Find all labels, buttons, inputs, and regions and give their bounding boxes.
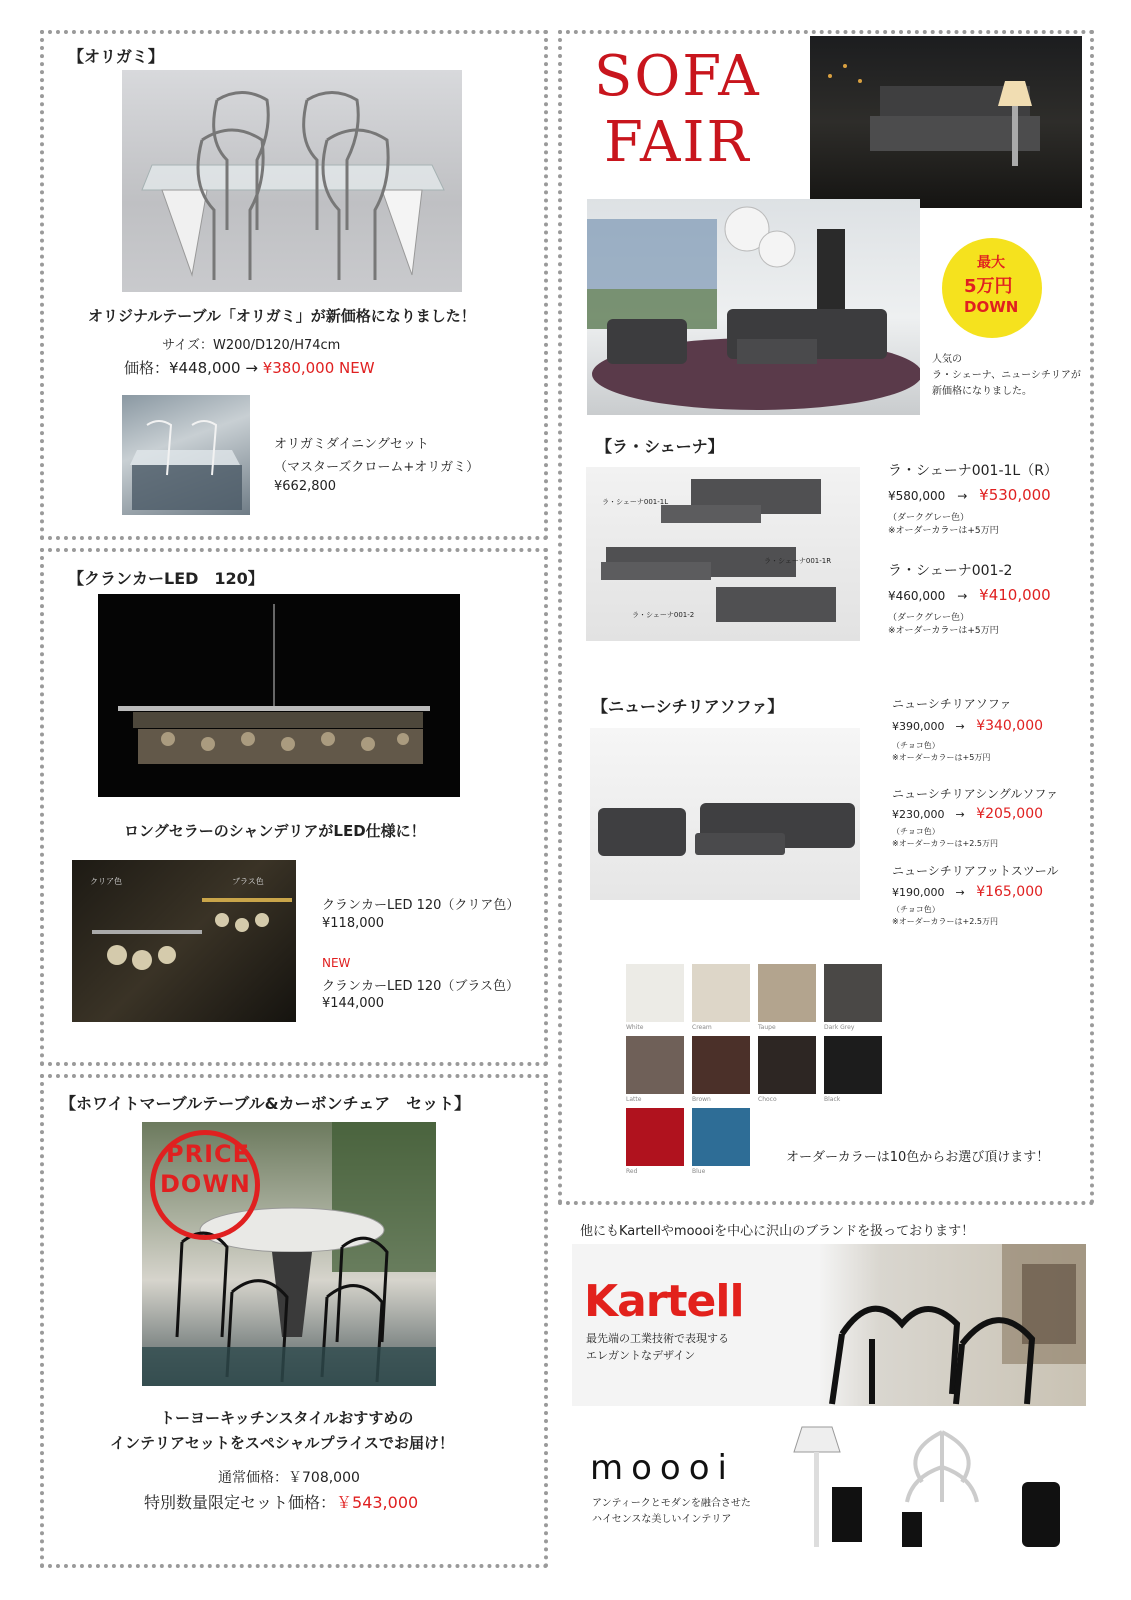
sicilia-heading: 【ニューシチリアソファ】 [592,697,784,716]
color-swatch-label: Blue [692,1168,706,1175]
color-swatch-label: Taupe [758,1024,776,1031]
marble-special-price [144,1490,418,1513]
crancar-new-badge: NEW [322,956,351,970]
sicilia-item2-name: ニューシチリアシングルソファ [892,787,1059,801]
lasiena-photo [586,467,860,641]
origami-heading: 【オリガミ】 [68,47,164,66]
color-swatch [824,964,882,1022]
sicilia-item2-note: ※オーダーカラーは+2.5万円 [892,839,998,848]
crancar-photo-label-clear: クリア色 [90,877,122,886]
origami-new-price: ¥380,000 NEW [262,359,375,377]
marble-special-value: ￥543,000 [336,1493,419,1512]
color-swatch-label: White [626,1024,644,1031]
sofa-fair-note-2: ラ・シェーナ、ニューシチリアが [932,370,1081,381]
color-swatch [758,1036,816,1094]
sofa-fair-badge-line3: DOWN [964,298,1019,316]
sicilia-item1-name: ニューシチリアソファ [892,697,1012,711]
sofa-fair-badge-line2: 5万円 [964,276,1013,297]
crancar-photo-label-brass: ブラス色 [232,877,264,886]
lasiena-img-label-1: ラ・シェーナ001-1L [602,498,669,506]
origami-table-photo [122,70,462,292]
lasiena-item1-color: （ダークグレー色） [888,513,970,523]
moooi-furniture-image [792,1412,1088,1562]
sicilia-item1-color: （チョコ色） [892,741,940,750]
lasiena-heading: 【ラ・シェーナ】 [596,437,724,456]
sicilia-item3-new-price: ¥165,000 [976,884,1044,900]
lasiena-item2-old-price: ¥460,000 → [888,589,968,603]
color-swatch-label: Choco [758,1096,777,1103]
sicilia-item1-old-price: ¥390,000 → [892,720,965,733]
sicilia-item2-old-price: ¥230,000 → [892,808,965,821]
color-swatch [692,1108,750,1166]
kartell-logo: Kartell [584,1276,744,1327]
origami-set-name: オリガミダイニングセット [274,437,429,452]
color-swatch-label: Brown [692,1096,711,1103]
marble-special-label: 特別数量限定セット価格： [144,1493,337,1512]
sofa-fair-note-1: 人気の [932,354,962,365]
origami-size: サイズ：W200/D120/H74cm [162,338,341,353]
kartell-tagline-1: 最先端の工業技術で表現する [586,1332,729,1345]
marble-headline-1: トーヨーキッチンスタイルおすすめの [160,1409,414,1427]
lasiena-item1-new-price: ¥530,000 [979,486,1051,504]
lasiena-item1-name: ラ・シェーナ001-1L（R） [888,463,1058,479]
sofa-fair-title-2: FAIR [604,110,751,175]
lasiena-item1-prices [888,486,1051,504]
sicilia-item2-prices [892,806,1043,822]
origami-set-detail: （マスターズクローム+オリガミ） [274,460,480,475]
crancar-heading: 【クランカーLED 120】 [68,569,264,588]
crancar-headline: ロングセラーのシャンデリアがLED仕様に！ [124,822,426,840]
color-swatch [626,1036,684,1094]
color-swatch [626,1108,684,1166]
lasiena-item2-note: ※オーダーカラーは+5万円 [888,626,999,636]
sicilia-item3-name: ニューシチリアフットスツール [892,864,1059,878]
sofa-fair-note-3: 新価格になりました。 [932,386,1032,397]
sicilia-item1-new-price: ¥340,000 [976,718,1044,734]
origami-set-price: ¥662,800 [274,479,337,494]
order-color-caption: オーダーカラーは10色からお選び頂けます！ [786,1150,1050,1165]
sicilia-photo [590,728,860,900]
color-swatch-label: Dark Grey [824,1024,855,1031]
lasiena-img-label-3: ラ・シェーナ001-2 [632,611,695,619]
marble-heading: 【ホワイトマーブルテーブル&カーボンチェア セット】 [60,1094,471,1113]
lasiena-item1-note: ※オーダーカラーは+5万円 [888,526,999,536]
color-swatch-label: Red [626,1168,638,1175]
crancar-item1-price: ¥118,000 [322,916,385,931]
sicilia-item3-note: ※オーダーカラーは+2.5万円 [892,917,998,926]
origami-old-price: 価格：¥448,000 → [124,359,263,377]
sicilia-item1-note: ※オーダーカラーは+5万円 [892,753,991,762]
sofa-fair-title-1: SOFA [594,44,761,109]
color-swatch-label: Cream [692,1024,712,1031]
sicilia-item3-prices [892,884,1043,900]
sicilia-item2-new-price: ¥205,000 [976,806,1044,822]
color-swatch [692,1036,750,1094]
marble-regular-price: 通常価格：￥708,000 [218,1470,360,1486]
moooi-tagline-2: ハイセンスな美しいインテリア [592,1514,732,1525]
origami-set-photo [122,395,250,515]
moooi-tagline-1: アンティークとモダンを融合させた [592,1498,751,1509]
crancar-chandelier-photo [98,594,460,797]
sicilia-item1-prices [892,718,1043,734]
lasiena-item2-prices [888,586,1051,604]
crancar-item2-name: クランカーLED 120（ブラス色） [322,979,520,994]
color-swatch [758,964,816,1022]
color-swatch-label: Black [824,1096,841,1103]
price-down-stamp-line2: DOWN [160,1170,251,1198]
lasiena-item2-color: （ダークグレー色） [888,613,970,623]
sicilia-item2-color: （チョコ色） [892,827,940,836]
lasiena-item1-old-price: ¥580,000 → [888,489,968,503]
sofa-night-photo [810,36,1082,208]
crancar-item2-price: ¥144,000 [322,996,385,1011]
color-swatch [692,964,750,1022]
sofa-fair-badge-line1: 最大 [977,255,1005,271]
moooi-logo: moooi [590,1448,735,1488]
marble-headline-2: インテリアセットをスペシャルプライスでお届け！ [110,1434,454,1452]
origami-price [124,357,375,378]
sofa-living-photo [587,199,920,415]
lasiena-item2-name: ラ・シェーナ001-2 [888,563,1013,579]
price-down-stamp-line1: PRICE [166,1140,251,1168]
sicilia-item3-old-price: ¥190,000 → [892,886,965,899]
crancar-item1-name: クランカーLED 120（クリア色） [322,898,520,913]
brands-intro: 他にもKartellやmoooiを中心に沢山のブランドを扱っております！ [580,1224,975,1239]
sicilia-item3-color: （チョコ色） [892,905,940,914]
origami-headline: オリジナルテーブル「オリガミ」が新価格になりました！ [88,307,476,325]
color-swatch [626,964,684,1022]
color-swatch-label: Latte [626,1096,642,1103]
lasiena-img-label-2: ラ・シェーナ001-1R [764,557,832,565]
kartell-tagline-2: エレガントなデザイン [586,1349,696,1362]
color-swatch [824,1036,882,1094]
lasiena-item2-new-price: ¥410,000 [979,586,1051,604]
